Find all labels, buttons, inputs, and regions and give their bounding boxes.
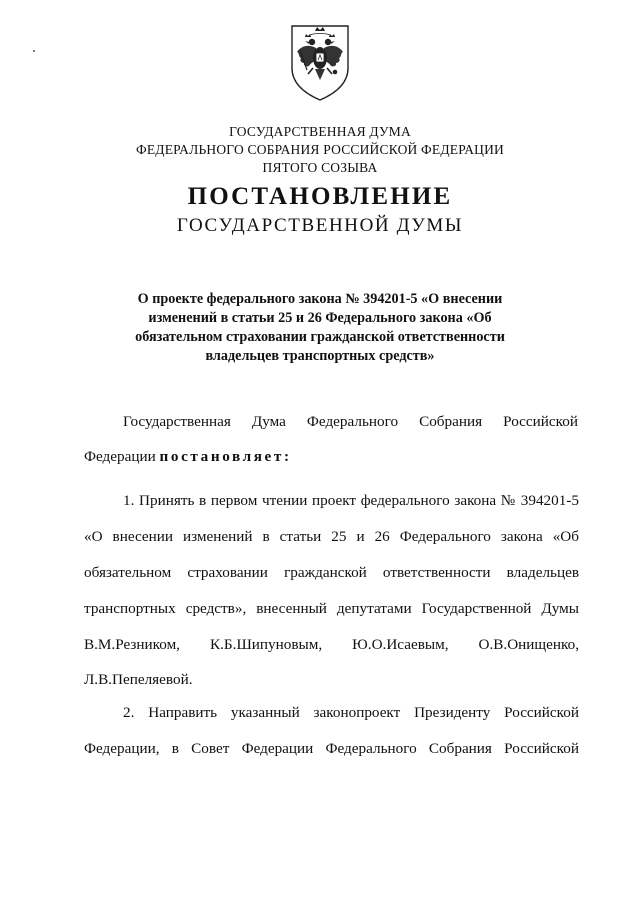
item-1-line-6: Л.В.Пепеляевой.	[84, 671, 193, 688]
item-2-line-2: Федерации, в Совет Федерации Федерального Собрания Российской	[84, 740, 579, 757]
coat-of-arms-icon	[288, 22, 352, 102]
item-1-line-4: транспортных средств», внесенный депутатами Государственной Думы	[84, 600, 579, 617]
item-2-line-1: 2. Направить указанный законопроект Президенту Российской	[123, 704, 579, 721]
preamble-text: Федерации	[84, 448, 160, 465]
subject-line-4: владельцев транспортных средств»	[205, 348, 435, 364]
scan-speck	[33, 50, 35, 52]
subject-line-2: изменений в статьи 25 и 26 Федерального закона «Об	[148, 310, 492, 326]
org-name-line-2: ФЕДЕРАЛЬНОГО СОБРАНИЯ РОССИЙСКОЙ ФЕДЕРАЦИИ	[136, 142, 504, 157]
item-1-line-5: В.М.Резником, К.Б.Шипуновым, Ю.О.Исаевым, О.В.Онищенко,	[84, 636, 579, 653]
document-type-title: ПОСТАНОВЛЕНИЕ	[187, 183, 453, 210]
preamble-line-1: Государственная Дума Федерального Собрания Российской	[123, 413, 578, 430]
resolution-keyword: постановляет:	[159, 448, 292, 465]
document-type-subtitle: ГОСУДАРСТВЕННОЙ ДУМЫ	[176, 215, 464, 236]
item-1-line-1: 1. Принять в первом чтении проект федерального закона № 394201-5	[123, 492, 579, 509]
subject-line-1: О проекте федерального закона № 394201-5 «О внесении	[137, 291, 503, 307]
preamble-line-2	[84, 447, 292, 467]
org-convocation: ПЯТОГО СОЗЫВА	[262, 160, 378, 175]
item-1-line-3: обязательном страховании гражданской ответственности владельцев	[84, 564, 579, 581]
subject-line-3: обязательном страховании гражданской ответственности	[135, 329, 505, 345]
item-1-line-2: «О внесении изменений в статьи 25 и 26 Федерального закона «Об	[84, 528, 579, 545]
org-name-line-1: ГОСУДАРСТВЕННАЯ ДУМА	[229, 124, 411, 139]
